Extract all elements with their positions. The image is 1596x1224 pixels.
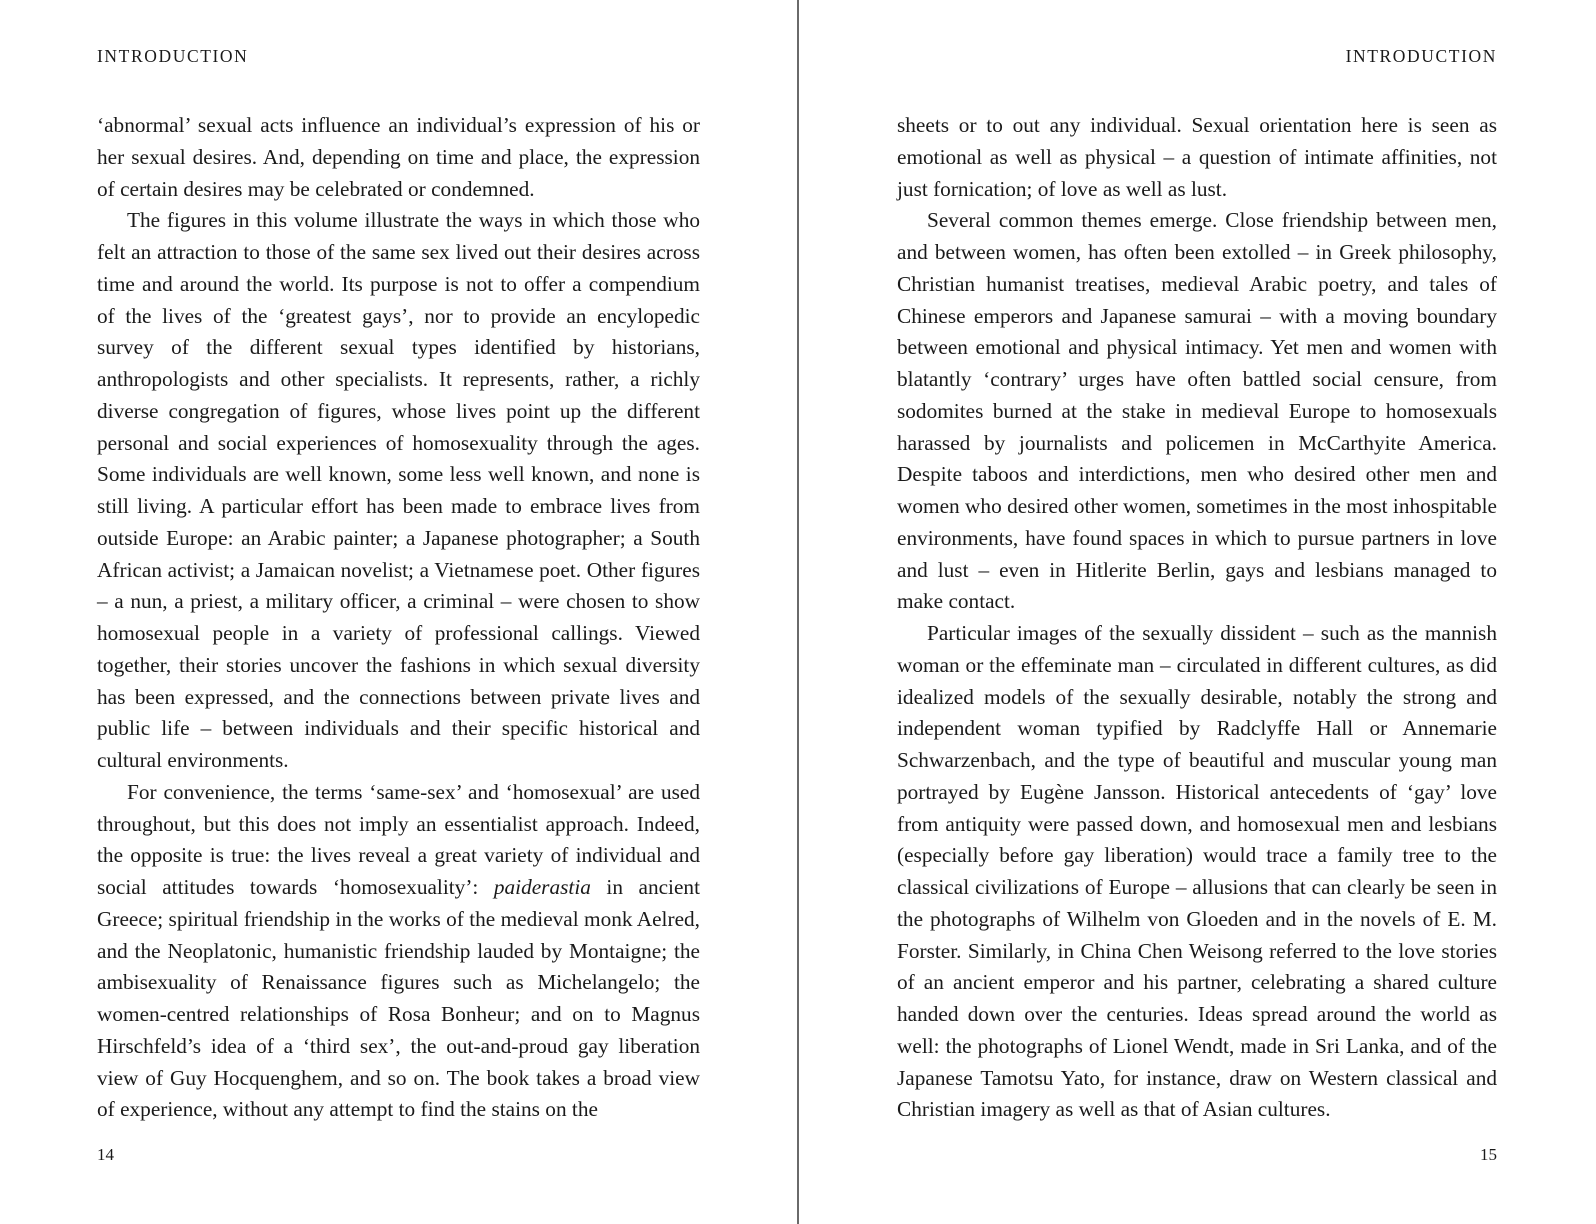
paragraph: ‘abnormal’ sexual acts influence an individual’s expression of his or her sexual desires. And, depending on time and place, the expression of certain desires may be celebrated or condemned.: [97, 113, 700, 201]
italic-term: paiderastia: [493, 875, 591, 899]
paragraph-text: For convenience, the terms ‘same-sex’ and ‘homosexual’ are used throughout, but this does not imply an essentialist approach. Indeed, the opposite is true: the lives reveal a great variety of individual and social attitudes towards ‘homosexuality’:: [97, 779, 700, 899]
running-head: INTRODUCTION: [97, 46, 249, 66]
running-head: INTRODUCTION: [1345, 46, 1497, 66]
page-number: 15: [1480, 1145, 1497, 1164]
paragraph: The figures in this volume illustrate the ways in which those who felt an attraction to those of the same sex lived out their desires across time and around the world. Its purpose is not to offer a compendium of the lives of the ‘greatest gays’, nor to provide an encylopedic survey of the different sexual types identified by historians, anthropologists and other specialists. It represents, rather, a richly diverse congregation of figures, whose lives point up the different personal and social experiences of homosexuality through the ages. Some individuals are well known, some less well known, and none is still living. A particular effort has been made to embrace lives from outside Europe: an Arabic painter; a Japanese photographer; a South African activist; a Jamaican novelist; a Vietnamese poet. Other figures – a nun, a priest, a military officer, a criminal – were chosen to show homosexual people in a variety of professional callings. Viewed together, their stories uncover the fashions in which sexual diversity has been expressed, and the connections between private lives and public life – between individuals and their specific historical and cultural environments.: [97, 208, 700, 772]
page-body: [97, 110, 700, 1126]
paragraph: [97, 777, 700, 1126]
paragraph: sheets or to out any individual. Sexual orientation here is seen as emotional as well as physical – a question of intimate affinities, not just fornication; of love as well as lust.: [897, 113, 1497, 201]
page-number: 14: [97, 1145, 114, 1164]
paragraph-text: in ancient Greece; spiritual friendship in the works of the medieval monk Aelred, and the Neoplatonic, humanistic friendship lauded by Montaigne; the ambisexuality of Renaissance figures such as Michelangelo; the women-centred relationships of Rosa Bonheur; and on to Magnus Hirschfeld’s idea of a ‘third sex’, the out-and-proud gay liberation view of Guy Hocquenghem, and so on. The book takes a broad view of experience, without any attempt to find the stains on the: [97, 875, 700, 1122]
paragraph: Particular images of the sexually dissident – such as the mannish woman or the effeminate man – circulated in different cultures, as did idealized models of the sexually desirable, notably the strong and independent woman typified by Radclyffe Hall or Annemarie Schwarzenbach, and the type of beautiful and muscular young man portrayed by Eugène Jansson. Historical antecedents of ‘gay’ love from antiquity were passed down, and homosexual men and lesbians (especially before gay liberation) would trace a family tree to the classical civilizations of Europe – allusions that can clearly be seen in the photographs of Wilhelm von Gloeden and in the novels of E. M. Forster. Similarly, in China Chen Weisong referred to the love stories of an ancient emperor and his partner, celebrating a shared culture handed down over the centuries. Ideas spread around the world as well: the photographs of Lionel Wendt, made in Sri Lanka, and of the Japanese Tamotsu Yato, for instance, draw on Western classical and Christian imagery as well as that of Asian cultures.: [897, 621, 1497, 1122]
book-gutter: [797, 0, 799, 1224]
paragraph: Several common themes emerge. Close friendship between men, and between women, has often been extolled – in Greek philosophy, Christian humanist treatises, medieval Arabic poetry, and tales of Chinese emperors and Japanese samurai – with a moving boundary between emotional and physical intimacy. Yet men and women with blatantly ‘contrary’ urges have often battled social censure, from sodomites burned at the stake in medieval Europe to homosexuals harassed by journalists and policemen in McCarthyite America. Despite taboos and interdictions, men who desired other men and women who desired other women, sometimes in the most inhospitable environments, have found spaces in which to pursue partners in love and lust – even in Hitlerite Berlin, gays and lesbians managed to make contact.: [897, 208, 1497, 614]
left-page: [97, 0, 700, 1224]
right-page: [897, 0, 1497, 1224]
page-body: [897, 110, 1497, 1126]
